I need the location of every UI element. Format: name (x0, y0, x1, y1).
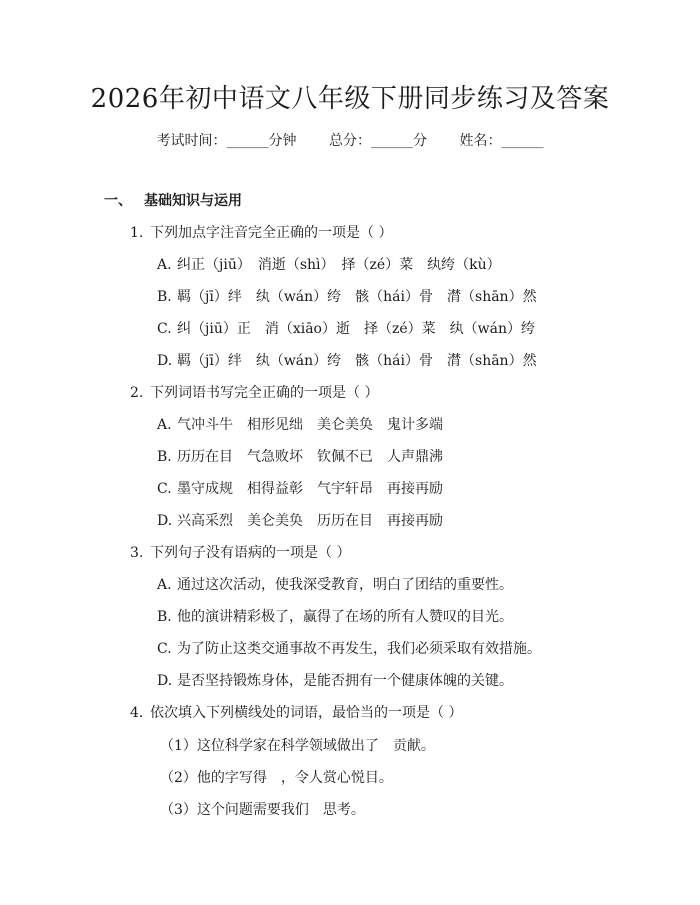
section-number: 一、 (104, 193, 132, 209)
question-3 (130, 543, 350, 563)
page-title: 2026年初中语文八年级下册同步练习及答案 (90, 84, 610, 114)
option-letter: A. (157, 257, 172, 273)
option-text: 通过这次活动，使我深受教育，明白了团结的重要性。 (177, 577, 513, 593)
question-text: 依次填入下列横线处的词语，最恰当的一项是（ ） (150, 705, 463, 721)
option-letter: B. (157, 449, 172, 465)
question-2-option-c (157, 479, 443, 499)
option-letter: C. (157, 481, 172, 497)
question-1-option-c (157, 319, 535, 339)
option-text: 纠（jiū）正 消（xiāo）逝 择（zé）菜 纨（wán）绔 (177, 321, 535, 337)
option-letter: C. (157, 641, 172, 657)
question-2 (130, 383, 378, 403)
question-4-item-3: （3）这个问题需要我们 思考。 (160, 802, 365, 818)
question-number: 2. (130, 385, 144, 401)
option-text: 历历在目 气急败坏 钦佩不已 人声鼎沸 (177, 449, 443, 465)
question-2-option-b (157, 447, 443, 467)
question-text: 下列加点字注音完全正确的一项是（ ） (150, 225, 393, 241)
exam-info (0, 131, 700, 151)
option-text: 是否坚持锻炼身体，是能否拥有一个健康体魄的关键。 (177, 673, 513, 689)
question-4 (130, 703, 462, 723)
question-number: 1. (130, 225, 144, 241)
question-3-option-a (157, 575, 513, 595)
question-3-option-b (157, 607, 513, 627)
option-letter: A. (157, 417, 172, 433)
section-title: 基础知识与运用 (144, 193, 242, 209)
option-letter: D. (157, 353, 173, 369)
question-1 (130, 223, 392, 243)
option-text: 纠正（jiū） 消逝（shì） 择（zé）菜 纨绔（kù） (177, 257, 501, 273)
question-text: 下列句子没有语病的一项是（ ） (150, 545, 351, 561)
question-2-option-a (157, 415, 443, 435)
question-number: 3. (130, 545, 144, 561)
option-letter: C. (157, 321, 172, 337)
option-text: 为了防止这类交通事故不再发生，我们必须采取有效措施。 (177, 641, 541, 657)
section-heading (104, 191, 242, 211)
option-text: 兴高采烈 美仑美奂 历历在目 再接再励 (177, 513, 443, 529)
option-letter: B. (157, 609, 172, 625)
question-4-item-2: （2）他的字写得 ，令人赏心悦目。 (160, 770, 393, 786)
question-1-option-a (157, 255, 501, 275)
option-text: 气冲斗牛 相形见绌 美仑美奂 鬼计多端 (177, 417, 443, 433)
question-3-option-d (157, 671, 513, 691)
option-text: 他的演讲精彩极了，赢得了在场的所有人赞叹的目光。 (177, 609, 513, 625)
option-text: 墨守成规 相得益彰 气宇轩昂 再接再励 (177, 481, 443, 497)
option-letter: D. (157, 513, 173, 529)
option-text: 羁（jī）绊 纨（wán）绔 骸（hái）骨 潸（shān）然 (177, 353, 537, 369)
question-2-option-d (157, 511, 443, 531)
question-3-option-c (157, 639, 541, 659)
exam-score: 总分：______分 (329, 133, 427, 149)
option-letter: B. (157, 289, 172, 305)
question-text: 下列词语书写完全正确的一项是（ ） (150, 385, 379, 401)
question-1-option-b (157, 287, 537, 307)
question-4-item-1: （1）这位科学家在科学领域做出了 贡献。 (160, 738, 435, 754)
exam-time: 考试时间：______分钟 (156, 133, 297, 149)
student-name: 姓名：______ (459, 133, 544, 149)
question-number: 4. (130, 705, 144, 721)
question-1-option-d (157, 351, 537, 371)
option-text: 羁（jī）绊 纨（wán）绔 骸（hái）骨 潸（shān）然 (177, 289, 537, 305)
option-letter: A. (157, 577, 172, 593)
option-letter: D. (157, 673, 173, 689)
